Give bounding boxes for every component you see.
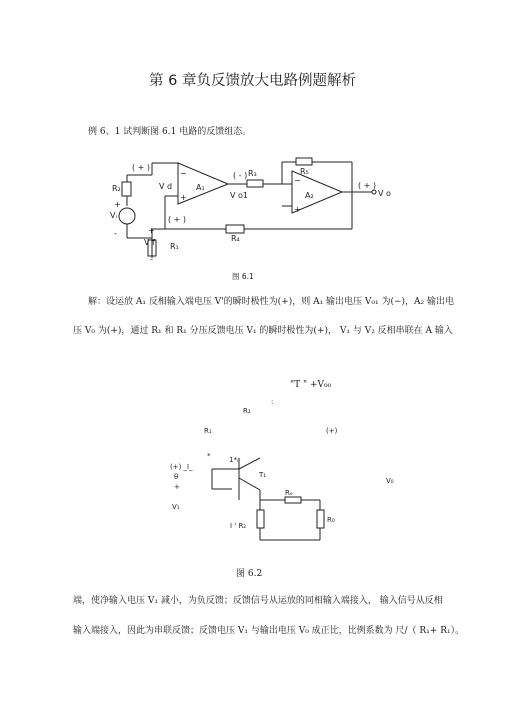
label-dot: : — [271, 398, 274, 406]
label-minus-paren: ( - ) — [233, 171, 248, 180]
label-vo: V₀ — [386, 477, 394, 485]
label-plus-paren-top: ( + ) — [132, 163, 151, 172]
label-plus-paren: (+) — [326, 427, 338, 435]
label-plus-2: + — [148, 226, 155, 235]
label-minus-1: - — [114, 229, 117, 238]
label-re: Rₑ — [285, 489, 293, 497]
label-a2: A₂ — [305, 191, 314, 200]
label-plus-paren-mid: ( + ) — [168, 215, 187, 224]
example-statement: 例 6、1 试判断图 6.1 电路的反馈组态。 — [88, 127, 252, 137]
page-title: 第 6 章负反馈放大电路例题解析 — [149, 73, 356, 89]
label-r1: R₁ — [204, 427, 212, 435]
label-rl: R₀ — [327, 516, 335, 524]
label-star: * — [207, 452, 211, 460]
analysis-line-1: 端，使净输入电压 V₁ 减小，为负反馈；反馈信号从运放的同相输入端接入， 输入信号从反相 — [73, 596, 443, 606]
label-plus-1: + — [114, 200, 121, 209]
label-r2: R₂ — [112, 184, 121, 193]
label-minus-2: - — [150, 255, 153, 264]
figure-6-2-header-fragment: "T " +V₀₀ — [290, 380, 332, 390]
label-r3: R₃ — [248, 169, 257, 178]
label-vi: V₁ — [172, 503, 180, 511]
label-i2: I ' R₂ — [230, 522, 247, 530]
label-vf: V f — [144, 238, 155, 247]
label-vo: V o — [378, 189, 391, 198]
label-vd: V d — [159, 182, 173, 191]
label-rb: R₂ — [243, 407, 251, 415]
label-a2-plus-input: + — [294, 205, 301, 214]
label-theta: θ — [174, 473, 179, 481]
figure-6-2-caption: 图 6.2 — [236, 569, 263, 579]
label-a1-minus-input: − — [180, 169, 187, 178]
label-rf: R₁ — [170, 242, 179, 251]
label-a1: A₁ — [196, 183, 205, 192]
label-plus-paren-out: ( + ) — [358, 181, 377, 190]
label-input-mark: (+) _I_ — [170, 463, 193, 471]
label-a2-minus-input: − — [294, 176, 301, 185]
figure-6-1-caption: 图 6.1 — [232, 272, 254, 281]
label-vo1: V o1 — [230, 191, 248, 200]
label-vi-left: Vᵢ — [110, 211, 117, 220]
label-i: 1*ᵢ — [229, 456, 239, 464]
analysis-line-2: 输入端接入，因此为串联反馈；反馈电压 V₁ 与输出电压 V₀ 成正比，比例系数为 尺/（ R₁+ R₁）。 — [73, 626, 465, 636]
label-a1-plus-input: + — [180, 193, 187, 202]
label-r5: R₅ — [300, 167, 309, 176]
label-r4: R₄ — [231, 234, 240, 243]
solution-line-2: 压 V₀ 为(+)，通过 R₁ 和 R₁ 分压反馈电压 V₁ 的瞬时极性为(+)， V₁ 与 V₂ 反相串联在 A 输入 — [73, 326, 453, 336]
label-t1: T₁ — [259, 471, 267, 479]
label-plus: + — [174, 483, 180, 491]
solution-line-1: 解：设运放 A₁ 反相输入端电压 V'的瞬时极性为(+)，则 A₁ 输出电压 V₀₁ 为(−)，A₂ 输出电 — [88, 297, 455, 307]
